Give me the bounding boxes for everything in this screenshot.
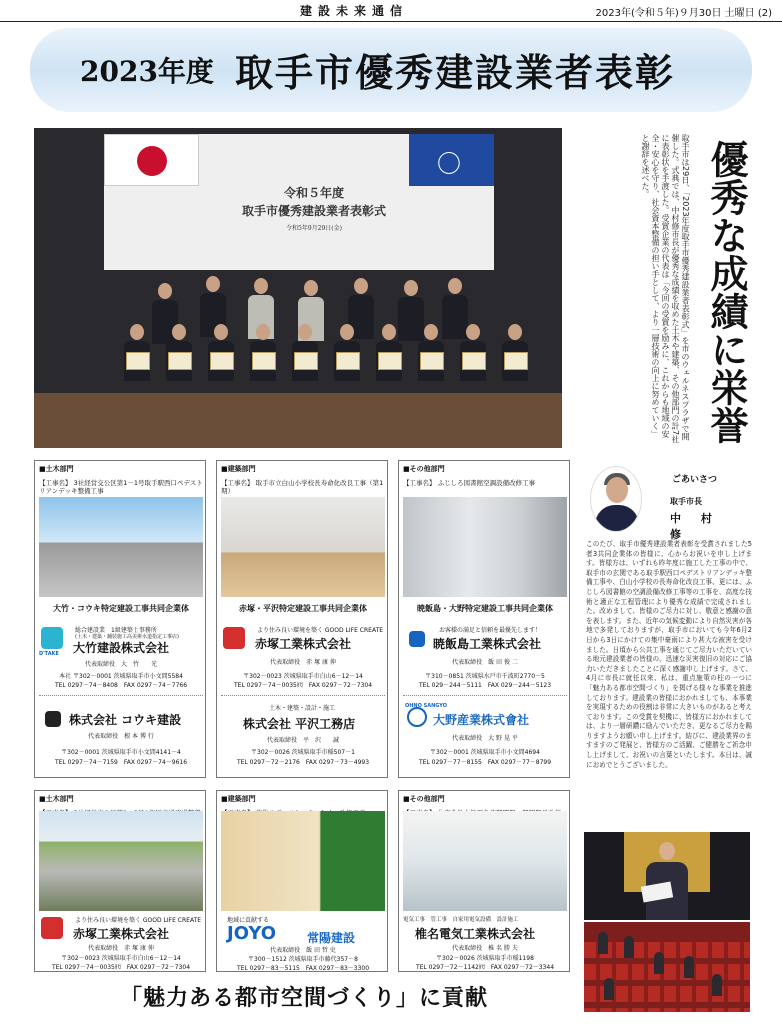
ceremony-photo xyxy=(34,128,562,448)
company-brand: JOYO xyxy=(227,923,277,944)
company-rep: 代表取締役 根 本 博 行 xyxy=(88,733,154,740)
company-address: 〒302－0001 茨城県取手市小文間4694 xyxy=(430,749,540,756)
company-rep: 代表取締役 大 竹 光 xyxy=(84,661,157,668)
company-rep: 代表取締役 飯 田 哲 史 xyxy=(270,947,336,954)
masthead xyxy=(0,0,782,22)
audience-photo xyxy=(584,922,750,1012)
seated-awardee xyxy=(292,324,318,381)
issue-date: 2023年(令和５年)９月30日 土曜日 (2) xyxy=(595,8,772,19)
ad-other-jv xyxy=(398,460,570,778)
company-name: 株式会社 平沢工務店 xyxy=(243,717,356,731)
ad-slogan: より住み良い環境を築く GOOD LIFE CREATE xyxy=(257,627,384,634)
title-banner xyxy=(30,28,752,112)
company-rep: 代表取締役 平 沢 誠 xyxy=(266,737,339,744)
company-name: 赤塚工業株式会社 xyxy=(73,927,170,941)
seated-awardee xyxy=(166,324,192,381)
banner-year: 2023年度 xyxy=(80,55,214,88)
ad-category: ■その他部門 xyxy=(403,465,445,473)
company-name: 椎名電気工業株式会社 xyxy=(415,927,536,941)
company-tel: TEL 0297－72－2176 FAX 0297－73－4993 xyxy=(236,759,370,766)
company-tel: TEL 0297－74－7159 FAX 0297－74－9616 xyxy=(54,759,188,766)
ad-building-single xyxy=(216,790,388,972)
stage-floor xyxy=(34,393,562,448)
ad-category: ■土木部門 xyxy=(39,795,74,803)
company-rep: 代表取締役 飯 田 俊 二 xyxy=(452,659,518,666)
mayor-speech-photo xyxy=(584,832,750,920)
seated-awardee xyxy=(418,324,444,381)
company-tel: TEL 0297－74－8408 FAX 0297－74－7766 xyxy=(54,682,188,689)
company-tel: TEL 0297－83－5115 FAX 0297－83－3300 xyxy=(236,965,370,972)
dtake-logo-icon xyxy=(41,627,63,649)
ceremony-screen xyxy=(104,134,494,270)
dtake-logo-label: D'TAKE xyxy=(39,651,59,657)
ceremony-title-line2: 取手市優秀建設業者表彰式 xyxy=(241,204,386,218)
ad-jv-name: 大竹・コウキ特定建設工事共同企業体 xyxy=(53,604,189,613)
company-tel: TEL 0297－74－0035㈹ FAX 0297－72－7304 xyxy=(51,964,191,971)
ceremony-title xyxy=(214,184,414,238)
ad-civil-jv xyxy=(34,460,206,778)
company-tel: TEL 0297－74－0035㈹ FAX 0297－72－7304 xyxy=(233,682,373,689)
seated-awardee xyxy=(502,324,528,381)
audience-member xyxy=(624,936,634,958)
audience-member xyxy=(654,952,664,974)
company-tel: TEL 029－244－5111 FAX 029－244－5123 xyxy=(418,682,552,689)
mayor-role: 取手市長 xyxy=(670,497,702,506)
audience-member xyxy=(712,974,722,996)
company-address: 〒302－0026 茨城県取手市稲1198 xyxy=(436,955,534,962)
seated-awardee xyxy=(460,324,486,381)
audience-member xyxy=(604,978,614,1000)
ad-slogan: 地域に貢献する xyxy=(227,917,270,924)
company-rep: 代表取締役 椎 名 勝 夫 xyxy=(452,945,518,952)
company-name: 大野産業株式會社 xyxy=(433,713,530,727)
ad-photo-restroom xyxy=(221,811,385,911)
company-name: 株式会社 コウキ建設 xyxy=(69,713,182,727)
company-name: 赤塚工業株式会社 xyxy=(255,637,352,651)
ohno-logo-icon xyxy=(407,707,427,727)
audience-member xyxy=(684,956,694,978)
greeting-text: このたび、取手市優秀建設業者表彰を受賞されました5者3共同企業体の皆様に、心からお祝いを申し上げます。皆様方は、いずれも昨年度に施工した工事の中で、取手市の玄関である取手駅西口ペデストリアンデッキ整備工事や、白山小学校の長寿命化改良工事、更には、ふじしろ図書館の空調設備改修工事等の工事を、高度な技術と適正な工程管理により優秀な成績で完成されました。改めまして、皆様のご尽力に対し、敬意と感謝の意を表します。また、近年の気候変動により自然災害が各地で多発しておりますが、取手市においても今年6月2日から3日にかけての集中豪雨により甚大な被害を受けました。日頃から公共工事を通じてご尽力いただいている地元建設業者の皆様の、迅速な災害復旧の対応にご協力いただきましたことに深く感謝申し上げます。さて、4月に市長に就任以来、私は、重点施策の柱の一つに「魅力ある都市空間づくり」を掲げる様々な事業を推進しております。建設業の皆様におかれましても、本事業を実現するための役割は非常に大きいものがあると考えております。この受賞を契機に、皆様方におかれましては、より一層研鑽に励んでいただき、更なるご尽力を賜りますようお願い申し上げます。結びに、建設業界のますますのご発展と、皆様方のご活躍、ご健勝をご祈念申し上げまして、お祝いの言葉といたします。本日は、誠におめでとうございました。 xyxy=(586,540,752,769)
ad-work-name: 【工事名】 3社経営交公区第1－1号取手駅西口ペデストリアンデッキ整備工事 xyxy=(39,479,203,495)
seat-row xyxy=(584,1008,750,1012)
ad-photo-gym xyxy=(221,497,385,597)
ohno-logo-label: OHNO SANGYO xyxy=(405,703,447,709)
ad-slogan: お客様の満足と信頼を最優先します！ xyxy=(439,627,542,634)
ad-category: ■建築部門 xyxy=(221,795,256,803)
mayor-greeting xyxy=(584,462,754,822)
ad-slogan-sub: (土木・建築・舗装施工高美術水道指定工事店) xyxy=(75,634,179,640)
greeting-title: ごあいさつ xyxy=(672,475,718,485)
ad-building-jv xyxy=(216,460,388,778)
company-name: 暁飯島工業株式会社 xyxy=(433,637,542,651)
company-rep: 代表取締役 大 野 晃 平 xyxy=(452,735,518,742)
ad-slogan: 総合建設業 1級建築士事務所 xyxy=(75,627,157,634)
ceremony-date: 令和5年9月29日(金) xyxy=(286,225,342,232)
ad-slogan: 電気工事 管工事 自家用電気設備 設計施工 xyxy=(403,917,519,923)
seated-awardee xyxy=(208,324,234,381)
company-address: 〒302－0026 茨城県取手市稲507－1 xyxy=(251,749,355,756)
seated-awardee xyxy=(334,324,360,381)
company-rep: 代表取締役 赤 塚 康 伸 xyxy=(88,945,154,952)
lead-article: 取手市は29日、「2023年度取手市優秀建設業者表彰式」を市のウェルネスプラザで開催した。式典では、中村修市長が優秀な成績を収めた土木や建築、その他部門の計7社に表彰状を手渡した。受賞企業の代表は「今回の受賞を励みに、これからも地域の安全・安心を守り、社会資本整備の担い手として、より一層技術の向上に努めていく」と謝辞を述べた。 xyxy=(641,134,690,444)
portrait-face xyxy=(606,477,628,503)
ad-category: ■建築部門 xyxy=(221,465,256,473)
speaker-head xyxy=(659,842,675,860)
company-tel: TEL 0297－72－1142㈹ FAX 0297－72－3344 xyxy=(415,964,555,971)
footer-slogan: 「魅力ある都市空間づくり」に貢献 xyxy=(119,985,488,1011)
divider xyxy=(403,695,567,696)
company-tel: TEL 0297－77－8155 FAX 0297－77－8799 xyxy=(418,759,552,766)
akatsuka-logo-icon xyxy=(41,917,63,939)
portrait-suit xyxy=(595,505,639,532)
banner-title: 取手市優秀建設業者表彰 xyxy=(235,50,676,95)
headline: 優秀な成績に栄誉 xyxy=(704,140,749,444)
ad-photo-deck xyxy=(39,497,203,597)
iijima-logo-icon xyxy=(409,631,425,647)
akatsuka-logo-icon xyxy=(223,627,245,649)
company-address: 〒300－1512 茨城県取手市藤代357－8 xyxy=(248,956,358,963)
japan-flag-icon xyxy=(104,134,199,186)
kouki-logo-icon xyxy=(45,711,61,727)
ad-photo-aircon xyxy=(403,497,567,597)
ad-photo-plaza xyxy=(39,811,203,911)
ad-photo-lobby xyxy=(403,811,567,911)
ad-other-single xyxy=(398,790,570,972)
company-address: 〒302－0023 茨城県取手市白山6－12－14 xyxy=(61,955,181,962)
ceremony-title-line1: 令和５年度 xyxy=(283,186,344,200)
company-address: 〒302－0023 茨城県取手市白山6－12－14 xyxy=(243,673,363,680)
ad-jv-name: 暁飯島・大野特定建設工事共同企業体 xyxy=(417,604,553,613)
audience-member xyxy=(598,932,608,954)
seated-awardee xyxy=(376,324,402,381)
mayor-portrait xyxy=(590,466,642,532)
ad-category: ■土木部門 xyxy=(39,465,74,473)
company-address: 本社 〒302－0001 茨城県取手市小文間5584 xyxy=(59,673,183,680)
company-name: 大竹建設株式会社 xyxy=(73,641,170,655)
ad-work-name: 【工事名】 取手市立白山小学校長寿命化改良工事（第1期） xyxy=(221,479,384,495)
seated-awardee xyxy=(250,324,276,381)
company-address: 〒302－0001 茨城県取手市小文間4141－4 xyxy=(61,749,181,756)
company-address: 〒310－0851 茨城県水戸市千波町2770－5 xyxy=(425,673,545,680)
ad-civil-single xyxy=(34,790,206,972)
divider xyxy=(39,695,203,696)
ad-slogan: より住み良い環境を築く GOOD LIFE CREATE xyxy=(75,917,202,924)
ad-slogan: 土木・建築・設計・施工 xyxy=(269,705,336,712)
mayor-name: 中 村 修 xyxy=(670,512,739,541)
ad-category: ■その他部門 xyxy=(403,795,445,803)
city-flag-icon xyxy=(409,134,494,186)
divider xyxy=(221,695,385,696)
company-rep: 代表取締役 赤 塚 康 伸 xyxy=(270,659,336,666)
ad-work-name: 【工事名】 ふじしろ図書館空調設備改修工事 xyxy=(403,479,536,487)
seated-awardee xyxy=(124,324,150,381)
seat-row xyxy=(584,942,750,958)
ad-jv-name: 赤塚・平沢特定建設工事共同企業体 xyxy=(239,604,367,613)
company-name: 常陽建設 xyxy=(307,931,356,945)
paper-name: 建設未来通信 xyxy=(300,4,409,18)
